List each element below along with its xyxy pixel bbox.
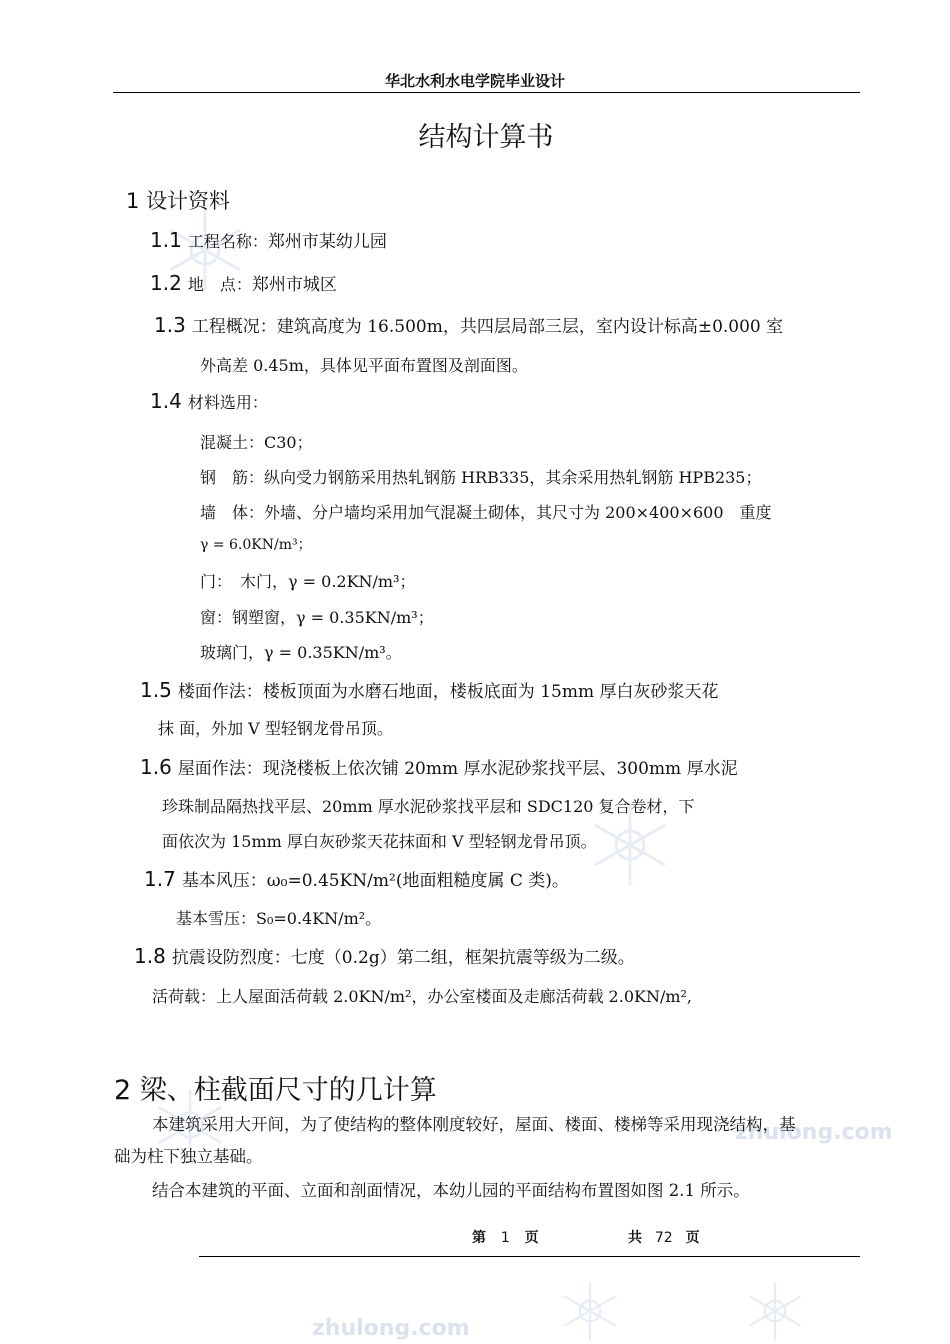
material-window: 窗：钢塑窗，γ = 0.35KN/m³； bbox=[200, 608, 434, 627]
item-label: 地 点： bbox=[187, 275, 252, 294]
item-number: 1.4 bbox=[150, 389, 182, 413]
item-number: 1.2 bbox=[150, 271, 182, 295]
document-title: 结构计算书 bbox=[418, 122, 554, 153]
item-value: 郑州市某幼儿园 bbox=[267, 232, 387, 252]
item-number: 1.7 bbox=[144, 867, 176, 891]
item-text: 抗震设防烈度：七度（0.2g）第二组，框架抗震等级为二级。 bbox=[171, 948, 635, 968]
item-1-1 bbox=[150, 227, 387, 252]
section-2-heading: 2 梁、柱截面尺寸的几计算 bbox=[114, 1075, 437, 1106]
item-number: 1.6 bbox=[140, 755, 172, 779]
material-door: 门： 木门，γ = 0.2KN/m³； bbox=[200, 572, 416, 591]
item-1-4 bbox=[150, 389, 268, 413]
item-1-5 bbox=[140, 677, 719, 702]
item-text: 楼面作法：楼板顶面为水磨石地面，楼板底面为 15mm 厚白灰砂浆天花 bbox=[177, 682, 719, 702]
item-1-3 bbox=[154, 312, 783, 337]
item-number: 1.5 bbox=[140, 678, 172, 702]
page-label: 页 bbox=[524, 1230, 539, 1246]
item-number: 1.1 bbox=[150, 228, 182, 252]
page-label: 第 bbox=[472, 1230, 486, 1246]
item-value: 郑州市城区 bbox=[251, 275, 337, 295]
item-1-6 bbox=[140, 754, 738, 779]
section-2-paragraph: 结合本建筑的平面、立面和剖面情况，本幼儿园的平面结构布置图如图 2.1 所示。 bbox=[152, 1181, 750, 1200]
material-concrete: 混凝土：C30； bbox=[200, 433, 313, 452]
item-text: 工程概况：建筑高度为 16.500m，共四层局部三层，室内设计标高±0.000 室 bbox=[191, 317, 784, 337]
material-steel: 钢 筋：纵向受力钢筋采用热轧钢筋 HRB335，其余采用热轧钢筋 HPB235； bbox=[200, 468, 762, 487]
watermark-text: zhulong.com bbox=[312, 1316, 470, 1341]
header-divider bbox=[113, 92, 860, 93]
item-1-6-continuation: 珍珠制品隔热找平层、20mm 厚水泥砂浆找平层和 SDC120 复合卷材，下 bbox=[162, 797, 695, 816]
item-1-5-continuation: 抹 面，外加 V 型轻钢龙骨吊顶。 bbox=[158, 719, 393, 738]
item-1-7 bbox=[144, 866, 569, 891]
total-label: 共 bbox=[628, 1230, 642, 1246]
watermark-text: zhulong.com bbox=[735, 1120, 893, 1145]
footer-divider bbox=[199, 1256, 860, 1257]
total-pages-value: 72 bbox=[654, 1230, 673, 1246]
item-1-6-continuation: 面依次为 15mm 厚白灰砂浆天花抹面和 V 型轻钢龙骨吊顶。 bbox=[162, 832, 597, 851]
item-number: 1.3 bbox=[154, 313, 186, 337]
item-number: 1.8 bbox=[134, 944, 166, 968]
section-2-paragraph: 本建筑采用大开间，为了使结构的整体刚度较好，屋面、楼面、楼梯等采用现浇结构，基 bbox=[152, 1115, 796, 1134]
item-1-2 bbox=[150, 270, 337, 295]
item-1-8-continuation: 活荷载：上人屋面活荷载 2.0KN/m²，办公室楼面及走廊活荷载 2.0KN/m², bbox=[152, 987, 693, 1006]
item-text: 基本风压：ω₀=0.45KN/m²(地面粗糙度属 C 类)。 bbox=[181, 871, 569, 891]
material-glass-door: 玻璃门，γ = 0.35KN/m³。 bbox=[200, 643, 402, 662]
item-text: 屋面作法：现浇楼板上依次铺 20mm 厚水泥砂浆找平层、300mm 厚水泥 bbox=[177, 759, 738, 779]
section-1-heading: 1 设计资料 bbox=[126, 189, 231, 213]
page-number-value: 1 bbox=[500, 1230, 510, 1246]
watermark-snowflake-icon bbox=[740, 1278, 810, 1344]
item-label: 材料选用： bbox=[187, 393, 268, 412]
item-1-8 bbox=[134, 943, 635, 968]
total-pages bbox=[628, 1227, 700, 1247]
section-2-paragraph-continuation: 础为柱下独立基础。 bbox=[114, 1147, 263, 1166]
material-wall: 墙 体：外墙、分户墙均采用加气混凝土砌体，其尺寸为 200×400×600 重度 bbox=[200, 503, 772, 522]
total-label: 页 bbox=[685, 1230, 700, 1246]
watermark-snowflake-icon bbox=[555, 1278, 625, 1344]
item-label: 工程名称： bbox=[187, 232, 268, 251]
page-number bbox=[472, 1227, 539, 1247]
header-title: 华北水利水电学院毕业设计 bbox=[384, 72, 565, 90]
material-wall-weight: γ = 6.0KN/m³； bbox=[200, 537, 312, 553]
item-1-7-continuation: 基本雪压：S₀=0.4KN/m²。 bbox=[176, 909, 382, 928]
item-1-3-continuation: 外高差 0.45m，具体见平面布置图及剖面图。 bbox=[200, 356, 528, 375]
